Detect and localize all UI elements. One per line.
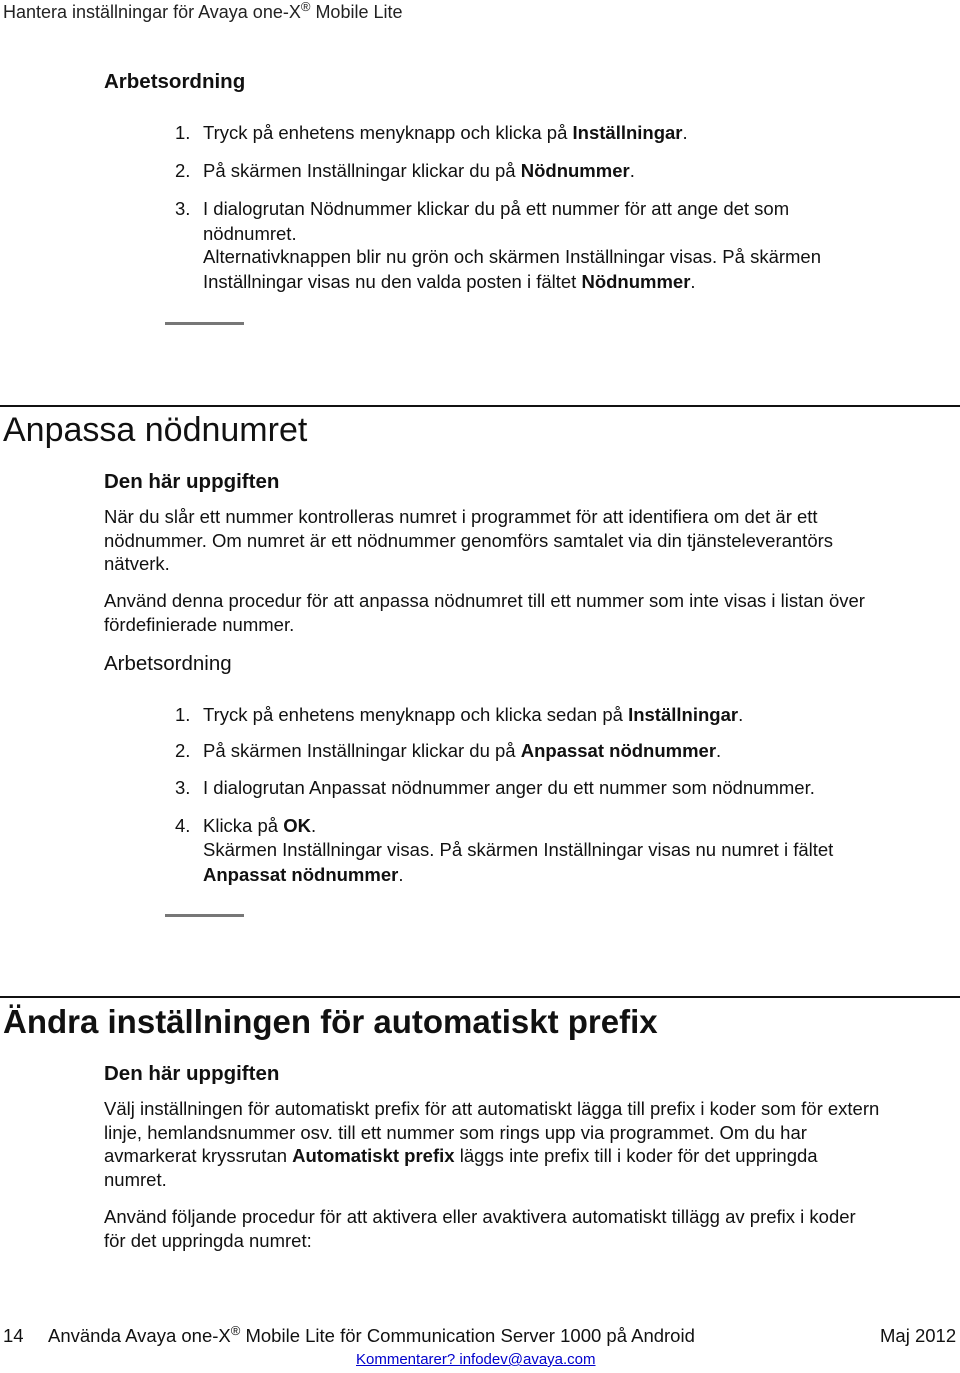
step-2 <box>175 158 635 183</box>
paragraph-line: linje, hemlandsnummer osv. till ett nummer som rings upp via programmet. Om du har <box>104 1121 807 1143</box>
procedure-heading: Arbetsordning <box>104 652 232 675</box>
step-punct: . <box>398 864 404 885</box>
paragraph-line: fördefinierade nummer. <box>104 613 295 635</box>
step-3-result: Alternativknappen blir nu grön och skärmen Inställningar visas. På skärmen <box>203 246 822 267</box>
paragraph-line: Använd följande procedur för att aktivera eller avaktivera automatiskt tillägg av prefix i koder <box>104 1206 856 1227</box>
step-3 <box>175 775 815 800</box>
publication-date: Maj 2012 <box>880 1325 957 1346</box>
paragraph-text: läggs inte prefix till i koder för det uppringda <box>454 1145 818 1166</box>
document-title-suffix: Mobile Lite för Communication Server 1000 på Android <box>240 1325 695 1346</box>
step-1 <box>175 120 688 145</box>
step-number: 3. <box>175 198 191 219</box>
step-text: Tryck på enhetens menyknapp och klicka på <box>203 122 573 143</box>
registered-mark: ® <box>300 0 311 14</box>
section-title: Ändra inställningen för automatiskt prefix <box>3 1003 658 1040</box>
step-4 <box>175 813 316 838</box>
document-title-text: Använda Avaya one-X <box>48 1325 231 1346</box>
step-text: Klicka på <box>203 815 284 836</box>
step-text: Tryck på enhetens menyknapp och klicka sedan på <box>203 704 629 725</box>
document-title <box>48 1322 695 1347</box>
step-punct: . <box>310 815 317 836</box>
paragraph-line: nödnummer. Om numret är ett nödnummer genomförs samtalet via din tjänsteleverantörs <box>104 529 834 551</box>
registered-mark: ® <box>230 1322 241 1338</box>
step-number: 4. <box>175 815 191 836</box>
step-number: 1. <box>175 704 191 725</box>
step-3-continuation: nödnumret. <box>203 223 297 244</box>
step-punct: . <box>629 160 635 181</box>
step-text: Inställningar visas nu den valda posten i fältet <box>203 271 582 292</box>
task-description-2 <box>104 589 960 636</box>
paragraph-line: Välj inställningen för automatiskt prefix för att automatiskt lägga till prefix i koder som för extern <box>104 1098 880 1119</box>
step-punct: . <box>682 122 688 143</box>
running-header <box>3 2 403 23</box>
step-number: 3. <box>175 777 191 798</box>
step-ui-term: Inställningar <box>628 704 739 725</box>
procedure-heading: Arbetsordning <box>104 70 246 93</box>
paragraph-line <box>104 1144 960 1168</box>
paragraph-line: När du slår ett nummer kontrolleras numret i programmet för att identifiera om det är ett <box>104 506 818 527</box>
step-text: I dialogrutan Nödnummer klickar du på ett nummer för att ange det som <box>203 198 790 219</box>
section-title: Anpassa nödnumret <box>3 411 308 449</box>
step-number: 1. <box>175 122 191 143</box>
paragraph-line: för det uppringda numret: <box>104 1229 312 1251</box>
step-number: 2. <box>175 160 191 181</box>
step-ui-term: Anpassat nödnummer <box>520 740 717 761</box>
paragraph-line: Använd denna procedur för att anpassa nödnumret till ett nummer som inte visas i listan över <box>104 590 865 611</box>
section-rule <box>0 405 960 407</box>
step-3 <box>175 196 789 221</box>
step-text: På skärmen Inställningar klickar du på <box>203 160 521 181</box>
task-heading: Den här uppgiften <box>104 470 280 493</box>
feedback-link[interactable]: Kommentarer? infodev@avaya.com <box>356 1351 596 1368</box>
step-4-result-2 <box>203 862 403 887</box>
procedure-end-bar <box>165 914 244 917</box>
step-punct: . <box>716 740 722 761</box>
step-punct: . <box>738 704 744 725</box>
step-1 <box>175 702 743 727</box>
section-rule <box>0 996 960 998</box>
page-number: 14 <box>3 1325 24 1346</box>
step-3-result-2 <box>203 269 696 294</box>
task-description <box>104 1097 960 1191</box>
paragraph-line: numret. <box>104 1168 167 1190</box>
paragraph-line: nätverk. <box>104 553 170 574</box>
task-description-2 <box>104 1205 960 1252</box>
step-punct: . <box>690 271 696 292</box>
step-text: På skärmen Inställningar klickar du på <box>203 740 521 761</box>
ui-term: Automatiskt prefix <box>292 1145 455 1166</box>
procedure-end-bar <box>165 322 244 325</box>
task-description <box>104 505 960 576</box>
paragraph-text: avmarkerat kryssrutan <box>104 1145 293 1166</box>
step-ui-term: OK <box>283 815 311 836</box>
step-4-result: Skärmen Inställningar visas. På skärmen Inställningar visas nu numret i fältet <box>203 839 834 860</box>
step-2 <box>175 738 721 763</box>
step-ui-term: Nödnummer <box>581 271 691 292</box>
running-header-title: Hantera inställningar för Avaya one-X <box>3 2 301 22</box>
step-ui-term: Anpassat nödnummer <box>203 864 399 885</box>
step-text: I dialogrutan Anpassat nödnummer anger du ett nummer som nödnummer. <box>203 777 815 798</box>
step-number: 2. <box>175 740 191 761</box>
running-header-title-suffix: Mobile Lite <box>310 2 403 22</box>
step-ui-term: Inställningar <box>572 122 683 143</box>
task-heading: Den här uppgiften <box>104 1062 280 1085</box>
step-ui-term: Nödnummer <box>520 160 630 181</box>
